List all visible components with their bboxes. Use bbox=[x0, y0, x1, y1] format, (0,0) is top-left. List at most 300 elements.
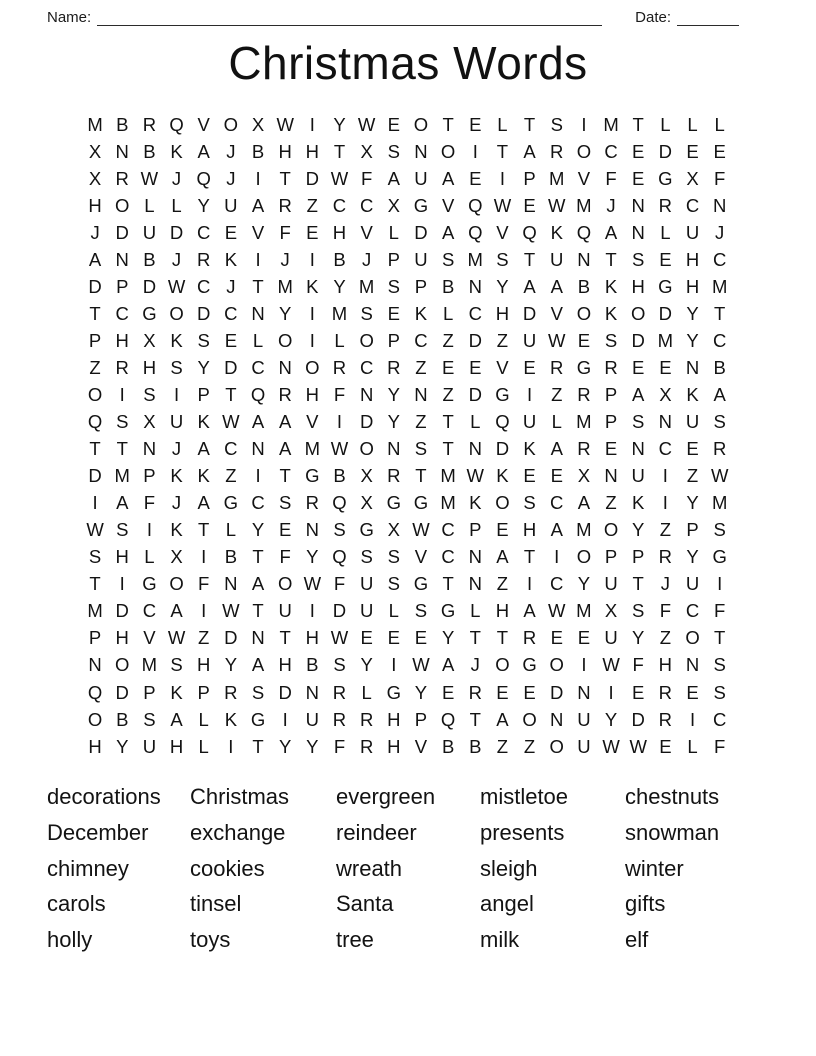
grid-cell: E bbox=[523, 465, 536, 487]
grid-cell: Y bbox=[604, 708, 618, 730]
grid-cell: R bbox=[278, 194, 292, 216]
grid-cell: I bbox=[717, 573, 723, 595]
grid-cell: C bbox=[115, 302, 129, 324]
word-item: chimney bbox=[47, 855, 129, 881]
grid-cell: L bbox=[198, 708, 209, 730]
grid-cell: O bbox=[549, 654, 564, 676]
grid-cell: S bbox=[523, 492, 536, 514]
grid-cell: L bbox=[551, 411, 562, 433]
grid-cell: I bbox=[309, 329, 315, 351]
grid-cell: P bbox=[414, 708, 428, 730]
grid-cell: N bbox=[685, 356, 700, 378]
grid-cell: I bbox=[92, 492, 98, 514]
grid-cell: T bbox=[225, 383, 237, 405]
grid-cell: N bbox=[550, 708, 564, 730]
grid-cell: H bbox=[278, 654, 292, 676]
grid-cell: Y bbox=[632, 519, 645, 541]
grid-cell: H bbox=[305, 627, 320, 649]
grid-cell: I bbox=[662, 492, 668, 514]
grid-cell: Z bbox=[523, 735, 536, 757]
grid-cell: K bbox=[224, 248, 238, 270]
grid-cell: R bbox=[658, 708, 673, 730]
grid-cell: W bbox=[222, 411, 240, 433]
grid-cell: A bbox=[523, 275, 536, 297]
grid-cell: N bbox=[251, 627, 265, 649]
grid-cell: G bbox=[250, 708, 266, 730]
grid-cell: Y bbox=[306, 546, 319, 568]
grid-cell: Y bbox=[387, 383, 400, 405]
grid-cell: K bbox=[224, 708, 238, 730]
grid-cell: Y bbox=[414, 681, 428, 703]
grid-cell: T bbox=[714, 302, 726, 324]
grid-cell: A bbox=[170, 600, 183, 622]
grid-cell: D bbox=[88, 275, 102, 297]
grid-cell: O bbox=[576, 302, 592, 324]
grid-cell: G bbox=[712, 546, 727, 568]
grid-cell: S bbox=[713, 681, 726, 703]
grid-cell: O bbox=[440, 140, 456, 162]
grid-cell: L bbox=[660, 221, 671, 243]
grid-cell: D bbox=[332, 600, 347, 622]
grid-cell: Q bbox=[468, 194, 483, 216]
grid-cell: O bbox=[631, 302, 646, 324]
grid-cell: I bbox=[173, 383, 180, 405]
grid-cell: D bbox=[169, 221, 184, 243]
grid-cell: Z bbox=[551, 383, 563, 405]
grid-cell: Y bbox=[306, 735, 319, 757]
grid-cell: U bbox=[685, 221, 700, 243]
grid-cell: S bbox=[170, 356, 183, 378]
grid-cell: V bbox=[251, 221, 265, 243]
grid-cell: N bbox=[387, 438, 401, 460]
grid-cell: A bbox=[550, 438, 563, 460]
grid-cell: C bbox=[197, 221, 211, 243]
grid-cell: H bbox=[495, 600, 510, 622]
grid-cell: B bbox=[333, 248, 346, 270]
grid-cell: T bbox=[632, 113, 644, 135]
grid-cell: X bbox=[143, 329, 156, 351]
grid-cell: W bbox=[330, 627, 349, 649]
grid-cell: A bbox=[251, 411, 265, 433]
grid-cell: K bbox=[414, 302, 428, 324]
grid-cell: S bbox=[88, 546, 102, 568]
grid-cell: A bbox=[88, 248, 102, 270]
grid-cell: H bbox=[305, 383, 320, 405]
grid-cell: Z bbox=[415, 411, 427, 433]
grid-cell: K bbox=[523, 438, 536, 460]
grid-cell: F bbox=[279, 221, 291, 243]
grid-row bbox=[82, 409, 735, 436]
grid-cell: E bbox=[632, 140, 645, 162]
grid-cell: P bbox=[604, 411, 618, 433]
grid-cell: V bbox=[306, 411, 319, 433]
grid-cell: D bbox=[88, 465, 102, 487]
grid-cell: R bbox=[604, 356, 618, 378]
grid-cell: C bbox=[359, 194, 374, 216]
grid-cell: C bbox=[441, 546, 455, 568]
grid-cell: J bbox=[470, 654, 480, 676]
grid-cell: G bbox=[495, 383, 510, 405]
grid-cell: W bbox=[167, 627, 186, 649]
grid-cell: L bbox=[687, 735, 698, 757]
grid-cell: N bbox=[658, 411, 673, 433]
grid-cell: R bbox=[550, 356, 564, 378]
grid-cell: H bbox=[278, 140, 292, 162]
grid-cell: W bbox=[86, 519, 104, 541]
grid-cell: R bbox=[387, 465, 401, 487]
grid-cell: G bbox=[305, 465, 320, 487]
grid-cell: N bbox=[604, 465, 618, 487]
grid-cell: F bbox=[143, 492, 156, 514]
grid-cell: D bbox=[142, 275, 157, 297]
date-label: Date: bbox=[635, 9, 671, 26]
grid-cell: C bbox=[441, 519, 455, 541]
grid-cell: I bbox=[608, 681, 614, 703]
grid-cell: Y bbox=[251, 519, 265, 541]
grid-cell: X bbox=[88, 140, 102, 162]
grid-cell: N bbox=[468, 438, 482, 460]
grid-cell: S bbox=[496, 248, 509, 270]
grid-cell: P bbox=[116, 275, 129, 297]
grid-cell: W bbox=[629, 735, 647, 757]
grid-cell: W bbox=[140, 167, 159, 189]
grid-cell: V bbox=[577, 167, 591, 189]
grid-cell: B bbox=[306, 654, 319, 676]
grid-cell: N bbox=[414, 140, 428, 162]
grid-cell: U bbox=[604, 627, 618, 649]
grid-cell: Q bbox=[332, 546, 347, 568]
grid-cell: D bbox=[115, 600, 129, 622]
grid-cell: J bbox=[226, 167, 236, 189]
grid-cell: S bbox=[387, 546, 400, 568]
date-blank-line bbox=[677, 11, 739, 26]
grid-cell: T bbox=[89, 438, 101, 460]
grid-cell: N bbox=[278, 356, 292, 378]
grid-cell: A bbox=[550, 519, 563, 541]
letter-grid bbox=[82, 111, 735, 760]
grid-cell: A bbox=[441, 654, 455, 676]
grid-row bbox=[82, 273, 735, 300]
grid-cell: O bbox=[359, 329, 374, 351]
grid-cell: E bbox=[469, 356, 482, 378]
grid-cell: A bbox=[496, 546, 509, 568]
grid-row bbox=[82, 598, 735, 625]
grid-cell: R bbox=[224, 681, 238, 703]
grid-cell: B bbox=[224, 546, 238, 568]
grid-cell: C bbox=[550, 573, 564, 595]
grid-cell: R bbox=[115, 356, 129, 378]
grid-cell: R bbox=[197, 248, 211, 270]
grid-cell: W bbox=[466, 465, 484, 487]
grid-cell: N bbox=[468, 275, 482, 297]
grid-cell: K bbox=[496, 465, 509, 487]
grid-cell: O bbox=[115, 194, 130, 216]
grid-cell: I bbox=[146, 519, 152, 541]
grid-row bbox=[82, 219, 735, 246]
grid-cell: N bbox=[115, 248, 129, 270]
grid-row bbox=[82, 706, 735, 733]
grid-cell: G bbox=[440, 600, 456, 622]
grid-row bbox=[82, 138, 735, 165]
grid-cell: I bbox=[255, 167, 261, 189]
grid-cell: C bbox=[251, 356, 265, 378]
grid-cell: P bbox=[604, 546, 618, 568]
grid-cell: Q bbox=[87, 681, 103, 703]
grid-cell: M bbox=[576, 411, 592, 433]
grid-cell: O bbox=[169, 302, 184, 324]
grid-cell: I bbox=[282, 708, 288, 730]
grid-cell: A bbox=[550, 275, 563, 297]
grid-cell: V bbox=[197, 113, 210, 135]
grid-cell: M bbox=[304, 438, 321, 460]
grid-cell: C bbox=[712, 248, 727, 270]
grid-cell: I bbox=[119, 573, 125, 595]
grid-cell: C bbox=[685, 194, 700, 216]
grid-cell: Y bbox=[496, 275, 509, 297]
grid-cell: J bbox=[226, 140, 236, 162]
grid-cell: R bbox=[305, 492, 320, 514]
grid-cell: M bbox=[467, 248, 483, 270]
grid-cell: T bbox=[415, 465, 427, 487]
grid-cell: T bbox=[198, 519, 210, 541]
grid-cell: L bbox=[171, 194, 182, 216]
grid-row bbox=[82, 571, 735, 598]
grid-cell: I bbox=[472, 140, 478, 162]
grid-cell: Y bbox=[224, 654, 238, 676]
grid-cell: N bbox=[577, 248, 591, 270]
word-item: toys bbox=[190, 926, 231, 952]
grid-cell: H bbox=[115, 627, 129, 649]
grid-cell: L bbox=[470, 411, 481, 433]
grid-cell: E bbox=[469, 113, 482, 135]
grid-cell: H bbox=[631, 275, 645, 297]
grid-cell: V bbox=[143, 627, 156, 649]
grid-cell: G bbox=[522, 654, 537, 676]
grid-cell: R bbox=[359, 735, 374, 757]
grid-cell: M bbox=[87, 113, 103, 135]
grid-cell: K bbox=[197, 465, 210, 487]
grid-cell: U bbox=[414, 167, 428, 189]
grid-cell: J bbox=[171, 492, 182, 514]
grid-cell: Y bbox=[360, 654, 373, 676]
grid-cell: O bbox=[685, 627, 700, 649]
grid-cell: J bbox=[226, 275, 236, 297]
grid-cell: A bbox=[496, 708, 509, 730]
grid-cell: U bbox=[278, 600, 292, 622]
grid-cell: D bbox=[658, 140, 673, 162]
grid-cell: P bbox=[414, 275, 428, 297]
grid-cell: K bbox=[170, 329, 183, 351]
grid-cell: S bbox=[360, 546, 373, 568]
grid-cell: E bbox=[632, 167, 645, 189]
grid-cell: M bbox=[141, 654, 158, 676]
grid-cell: X bbox=[577, 465, 591, 487]
grid-cell: F bbox=[605, 167, 617, 189]
grid-cell: W bbox=[710, 465, 729, 487]
grid-cell: O bbox=[87, 708, 103, 730]
word-list-column bbox=[336, 779, 480, 958]
word-item: mistletoe bbox=[480, 784, 569, 810]
grid-cell: T bbox=[252, 546, 264, 568]
grid-cell: T bbox=[252, 600, 264, 622]
grid-cell: U bbox=[685, 573, 700, 595]
grid-cell: Y bbox=[686, 302, 699, 324]
grid-cell: I bbox=[499, 167, 505, 189]
grid-cell: H bbox=[495, 302, 510, 324]
grid-cell: G bbox=[142, 302, 157, 324]
grid-cell: S bbox=[387, 275, 400, 297]
grid-cell: I bbox=[309, 302, 315, 324]
word-item: Santa bbox=[336, 891, 394, 917]
grid-cell: K bbox=[306, 275, 319, 297]
grid-cell: H bbox=[522, 519, 537, 541]
grid-cell: S bbox=[550, 113, 563, 135]
grid-cell: A bbox=[632, 383, 645, 405]
grid-cell: S bbox=[251, 681, 265, 703]
grid-cell: P bbox=[387, 329, 400, 351]
grid-cell: T bbox=[116, 438, 128, 460]
grid-cell: D bbox=[631, 329, 645, 351]
grid-cell: H bbox=[115, 546, 129, 568]
grid-cell: B bbox=[116, 708, 129, 730]
grid-cell: D bbox=[224, 356, 238, 378]
grid-cell: P bbox=[143, 465, 156, 487]
grid-cell: B bbox=[143, 248, 156, 270]
grid-cell: Q bbox=[468, 221, 483, 243]
grid-cell: T bbox=[252, 735, 264, 757]
grid-cell: A bbox=[523, 140, 536, 162]
grid-cell: W bbox=[548, 600, 566, 622]
grid-cell: A bbox=[197, 492, 210, 514]
word-item: decorations bbox=[47, 784, 161, 810]
grid-cell: E bbox=[496, 681, 509, 703]
grid-cell: H bbox=[332, 221, 347, 243]
grid-cell: Q bbox=[196, 167, 211, 189]
grid-cell: W bbox=[602, 735, 620, 757]
grid-cell: E bbox=[632, 681, 645, 703]
grid-cell: A bbox=[170, 708, 183, 730]
grid-cell: C bbox=[712, 329, 727, 351]
grid-cell: E bbox=[659, 356, 672, 378]
grid-cell: D bbox=[197, 302, 211, 324]
grid-cell: E bbox=[550, 465, 563, 487]
grid-cell: X bbox=[360, 492, 373, 514]
word-item: exchange bbox=[190, 819, 286, 845]
grid-cell: N bbox=[577, 681, 591, 703]
grid-cell: S bbox=[116, 519, 129, 541]
grid-row bbox=[82, 544, 735, 571]
grid-cell: S bbox=[387, 573, 400, 595]
grid-cell: A bbox=[604, 221, 618, 243]
grid-cell: B bbox=[333, 465, 346, 487]
grid-cell: N bbox=[142, 438, 157, 460]
grid-cell: V bbox=[414, 735, 428, 757]
grid-cell: Z bbox=[198, 627, 210, 649]
grid-cell: S bbox=[414, 600, 428, 622]
grid-cell: S bbox=[143, 383, 156, 405]
grid-cell: M bbox=[440, 492, 456, 514]
grid-cell: V bbox=[360, 221, 373, 243]
grid-cell: O bbox=[495, 654, 510, 676]
grid-cell: W bbox=[330, 167, 349, 189]
grid-cell: Z bbox=[89, 356, 101, 378]
grid-cell: Y bbox=[686, 546, 699, 568]
grid-cell: R bbox=[577, 438, 591, 460]
grid-cell: Z bbox=[415, 356, 427, 378]
grid-cell: I bbox=[391, 654, 397, 676]
grid-cell: A bbox=[387, 167, 400, 189]
grid-cell: M bbox=[440, 465, 456, 487]
grid-cell: G bbox=[142, 573, 157, 595]
grid-cell: N bbox=[359, 383, 374, 405]
grid-cell: X bbox=[360, 465, 373, 487]
grid-cell: Y bbox=[577, 573, 591, 595]
grid-cell: J bbox=[660, 573, 670, 595]
grid-cell: T bbox=[442, 573, 454, 595]
word-item: evergreen bbox=[336, 784, 436, 810]
grid-cell: K bbox=[469, 492, 482, 514]
grid-cell: B bbox=[251, 140, 265, 162]
grid-cell: E bbox=[306, 221, 319, 243]
grid-cell: X bbox=[686, 167, 699, 189]
grid-cell: Z bbox=[496, 735, 509, 757]
grid-cell: E bbox=[632, 356, 645, 378]
grid-cell: V bbox=[550, 302, 563, 324]
word-item: winter bbox=[625, 855, 684, 881]
grid-cell: O bbox=[495, 492, 510, 514]
grid-cell: A bbox=[251, 654, 265, 676]
grid-cell: R bbox=[332, 356, 347, 378]
grid-cell: F bbox=[632, 654, 644, 676]
grid-row bbox=[82, 436, 735, 463]
grid-cell: E bbox=[360, 627, 373, 649]
grid-cell: H bbox=[387, 735, 401, 757]
grid-cell: Z bbox=[605, 492, 617, 514]
grid-cell: U bbox=[604, 573, 618, 595]
grid-cell: R bbox=[550, 140, 564, 162]
grid-cell: Y bbox=[333, 113, 346, 135]
grid-cell: N bbox=[631, 194, 645, 216]
grid-cell: E bbox=[279, 519, 292, 541]
grid-cell: U bbox=[631, 465, 645, 487]
grid-cell: U bbox=[359, 600, 374, 622]
grid-cell: V bbox=[441, 194, 455, 216]
grid-cell: H bbox=[88, 194, 102, 216]
grid-cell: R bbox=[658, 681, 673, 703]
grid-cell: S bbox=[632, 248, 645, 270]
grid-row bbox=[82, 246, 735, 273]
grid-cell: H bbox=[142, 356, 157, 378]
grid-cell: T bbox=[333, 140, 346, 162]
grid-cell: L bbox=[687, 113, 698, 135]
name-blank-line bbox=[97, 11, 602, 26]
grid-cell: I bbox=[119, 383, 125, 405]
word-list-column bbox=[190, 779, 336, 958]
grid-cell: W bbox=[412, 654, 430, 676]
grid-cell: I bbox=[309, 248, 315, 270]
word-item: elf bbox=[625, 926, 649, 952]
grid-cell: E bbox=[686, 681, 699, 703]
grid-cell: K bbox=[604, 302, 618, 324]
grid-cell: B bbox=[441, 735, 455, 757]
grid-cell: E bbox=[387, 302, 400, 324]
grid-cell: O bbox=[603, 519, 619, 541]
grid-cell: S bbox=[387, 140, 400, 162]
grid-cell: Y bbox=[333, 275, 346, 297]
grid-row bbox=[82, 327, 735, 354]
grid-cell: Z bbox=[659, 627, 672, 649]
grid-cell: N bbox=[631, 438, 645, 460]
